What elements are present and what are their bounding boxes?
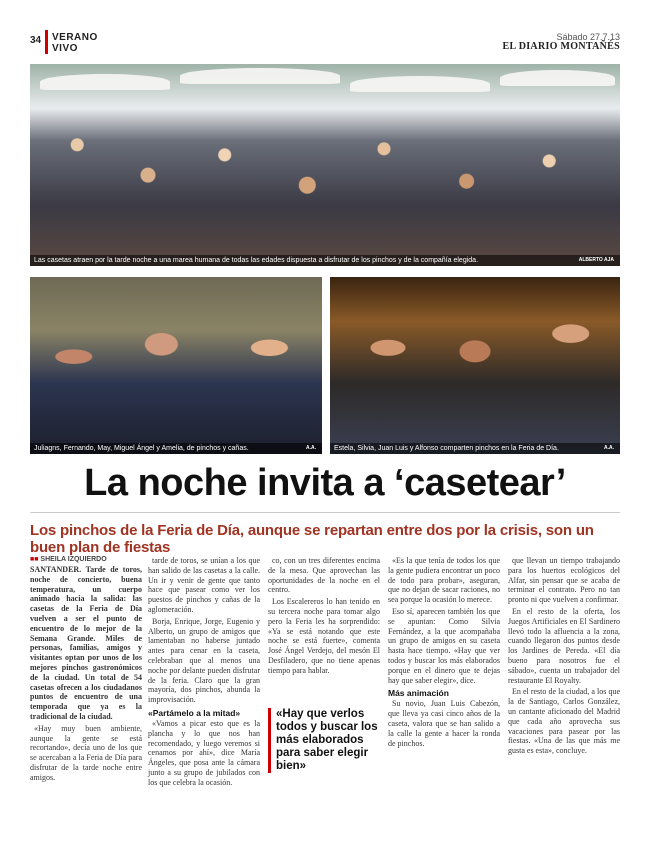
article-subheadline: Los pinchos de la Feria de Día, aunque se repartan entre dos por la crisis, son un buen plan de fiestas <box>30 522 594 556</box>
intertitle: Más animación <box>388 688 449 699</box>
article-column-3 <box>268 556 380 702</box>
section-marker <box>45 30 48 54</box>
paragraph: «Es la que tenía de todos los que la gente pudiera encontrar un poco de todo para probar», aseguran, que no dejan de sacar raciones, no sea porque la ocasión lo merece. <box>388 556 500 605</box>
paragraph: En el resto de la ciudad, a los que la de Santiago, Carlos González, un cantante aficionado del Madrid que cada año aprovecha sus vacaciones para pasear por las fiestas. «Una de las que más me gusta es esta», concluye. <box>508 687 620 756</box>
umbrella-shape <box>40 74 170 90</box>
paragraph: «Hay muy buen ambiente, aunque la gente se está recortando», decía uno de los que se acercaban a la Feria de Día para disfrutar de la tarde noche entre amigos. <box>30 723 142 782</box>
page-header <box>30 30 620 56</box>
left-photo-credit: A.A. <box>306 445 316 451</box>
main-photo-caption: Las casetas atraen por la tarde noche a una marea humana de todas las edades dispuesta a disfrutar de los pinchos y de la compañía elegida. <box>30 255 620 266</box>
umbrella-shape <box>180 68 340 84</box>
section-name-line2: VIVO <box>52 43 78 54</box>
intertitle: «Partámelo a la mitad» <box>148 707 241 718</box>
left-photo-caption: Juliagns, Fernando, May, Miguel Ángel y Amelia, de pinchos y cañas. <box>30 443 322 454</box>
author-name: SHEILA IZQUIERDO <box>40 556 107 563</box>
article-column-5 <box>508 556 620 758</box>
main-photo-credit: ALBERTO AJA <box>578 257 614 263</box>
page-number: 34 <box>30 35 42 46</box>
article-headline: La noche invita a ‘casetear’ <box>84 462 566 504</box>
paragraph: tarde de toros, se unían a los que han salido de las casetas a la calle. Un ir y venir de gente que tanto hace que pasear como ver los puestos de pinchos y cañas de la aglomeración. <box>148 556 260 614</box>
right-photo-caption: Estela, Silvia, Juan Luis y Alfonso comparten pinchos en la Feria de Día. <box>330 443 620 454</box>
paragraph: Los Escalereros lo han tenido en su tercera noche para tomar algo pero la Feria les ha sorprendido: «Ya se está notando que este noche se está fuerte», comenta José Ángel Verdejo, del mesón El Desfiladero, que no tiene apenas tiempo para hablar. <box>268 597 380 675</box>
umbrella-shape <box>500 70 615 86</box>
article-column-4 <box>388 556 500 750</box>
issue-date: Sábado 27.7.13 <box>556 32 620 42</box>
paragraph: Su novio, Juan Luis Cabezón, que lleva ya casi cinco años de la caseta, valora que se han salido a la calle la gente a hacer la ronda de pinchos. <box>388 699 500 748</box>
right-photo-credit: A.A. <box>604 445 614 451</box>
article-column-1 <box>30 556 142 785</box>
paragraph: En el resto de la oferta, los Juegos Artificiales en El Sardinero llevó todo la afluencia a la zona, cuando llegaron dos puntos desde los Jardines de Pereda. «El día bueno para nosotros fue el sábado», cuenta un trabajador del restaurante El Royalty. <box>508 606 620 685</box>
group-photo-right <box>330 277 620 454</box>
group-photo-left <box>30 277 322 454</box>
paragraph: SANTANDER. Tarde de toros, noche de concierto, buena temperatura, un cuerpo animado hacia la salida: las casetas de la Feria de Día vuelven a ser el punto de encuentro de lo mejor de la Semana Grande. Miles de personas, familias, amigos y visitantes optan por unos de los mejores pinchos gastronómicos de la ciudad. Un total de 54 casetas ofrecen a los ciudadanos puntos de encuentro de una temporada que ya es la tradicional de la ciudad. <box>30 565 142 721</box>
main-crowd-photo <box>30 64 620 266</box>
paragraph: Eso sí, aparecen también los que se apuntan: Como Silvia Fernández, a la que acompañaba un grupo de amigos en su caseta hasta hace tiempo. «Hay que ver todos y buscar los más elaborados porque en el dinero que te dejas hay que saber elegir», dice. <box>388 606 500 685</box>
umbrella-shape <box>350 76 490 92</box>
newspaper-name: EL DIARIO MONTAÑÉS <box>502 41 620 52</box>
byline: ■■ SHEILA IZQUIERDO <box>30 556 107 563</box>
article-column-2 <box>148 556 260 790</box>
section-name-line1: VERANO <box>52 32 98 43</box>
paragraph: que llevan un tiempo trabajando para los huertos ecológicos del Alfar, sin pensar que se acaba de terminar el contrato. Pero no tan pronto ni que vuelven a confirmar. <box>508 556 620 605</box>
paragraph: «Vamos a picar esto que es la plancha y lo que nos han recomendado, y luego veremos si cenamos por ahí», dice María Ángeles, que posa ante la cámara junto a su grupo de jubilados con los que celebra la ocasión. <box>148 718 260 787</box>
pull-quote: «Hay que verlos todos y buscar los más elaborados para saber elegir bien» <box>268 708 388 773</box>
paragraph: co, con un tres diferentes encima de la mesa. Que aprovechan las oportunidades de la noche en el centro. <box>268 556 380 595</box>
paragraph: Borja, Enrique, Jorge, Eugenio y Alberto, un grupo de amigos que lamentaban no haberse juntado antes para cenar en la caseta, celebraban que al menos una noche por delante pueden disfrutar de la feria. Claro que la gran mayoría, dos pinchos, abunda la improvisación. <box>148 616 260 705</box>
divider <box>30 512 620 513</box>
